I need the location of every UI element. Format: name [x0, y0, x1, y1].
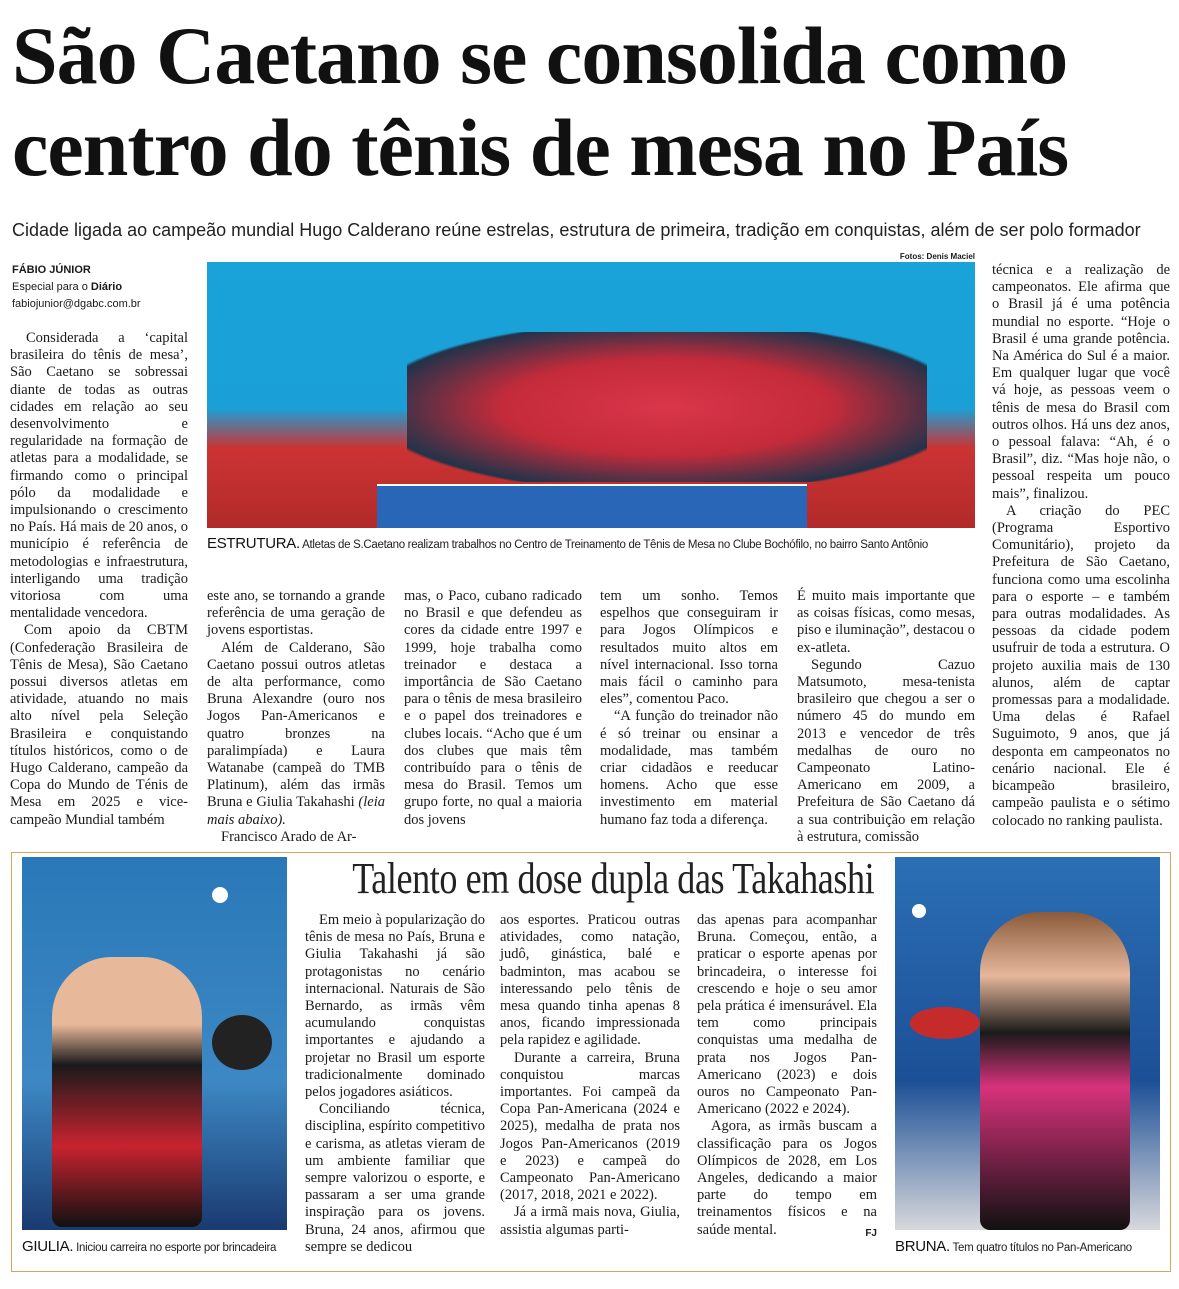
paragraph: Francisco Arado de Ar- [221, 828, 357, 845]
role-prefix: Especial para o [12, 281, 91, 293]
author: FÁBIO JÚNIOR [12, 264, 91, 276]
caption-text: Tem quatro títulos no Pan-Americano [949, 1242, 1132, 1254]
bruna-photo [895, 857, 1160, 1230]
author-signature: FJ [865, 1227, 877, 1239]
box-column-2 [500, 912, 680, 1239]
bruna-caption [895, 1238, 1132, 1255]
article-column-1 [10, 330, 188, 829]
paragraph: Conciliando técnica, disciplina, espírito competitivo e carisma, as atletas vieram de um ambiente familiar que sempre valorizou o esporte, e passaram a ser uma grande inspiração para os jovens. Bruna, 24 anos, afirmou que sempre se dedicou [305, 1101, 486, 1255]
box-title: Talento em dose dupla das Takahashi [352, 854, 875, 903]
paragraph: É muito mais importante que as coisas físicas, como mesas, piso e iluminação”, destacou o ex-atleta. [797, 588, 975, 656]
photo-credit: Fotos: Denis Maciel [899, 252, 975, 261]
caption-label: BRUNA. [895, 1238, 950, 1255]
byline [12, 262, 192, 313]
role-paper: Diário [90, 281, 123, 293]
paddle-image [910, 1007, 980, 1039]
main-photo-caption [207, 535, 928, 552]
article-column-5 [797, 588, 975, 846]
paragraph: Com apoio da CBTM (Confederação Brasileira de Tênis de Mesa), São Caetano possui diversos atletas em atividade, atuando no mais alto nível pela Seleção Brasileira e conquistando títulos históricos, como o de Hugo Calderano, campeão da Copa do Mundo de Ténis de Mesa em 2025 e vice-campeão Mundial também [10, 622, 188, 828]
box-column-3 [697, 912, 877, 1242]
paragraph: tem um sonho. Temos espelhos que conseguiram ir para Jogos Olímpicos e resultados muito altos em nível internacional. Isso torna mais fácil o caminho para eles”, comentou Paco. [600, 588, 778, 708]
paragraph-text: Além de Calderano, São Caetano possui outros atletas de alta performance, como Bruna Alexandre (ouro nos Jogos Pan-Americanos e quatro bronzes na paralimpíada) e Laura Watanabe (campeã do TMB Platinum), além das irmãs Bruna e Giulia Takahashi [207, 639, 385, 811]
author-email: fabiojunior@dgabc.com.br [12, 298, 141, 310]
article-column-6 [992, 262, 1170, 830]
ball-image [212, 887, 228, 903]
caption-text: Atletas de S.Caetano realizam trabalhos no Centro de Treinamento de Tênis de Mesa no Clube Bochófilo, no bairro Santo Antônio [299, 539, 928, 551]
table-tennis-table-image [377, 484, 807, 528]
paragraph: Segundo Cazuo Matsumoto, mesa-tenista brasileiro que chegou a ser o número 45 do mundo em 2013 e vencedor de três medalhas de ouro no Campeonato Latino-Americano em 2009, a Prefeitura de São Caetano dá a sua contribuição em relação à estrutura, comissão [797, 656, 975, 845]
paragraph: Já a irmã mais nova, Giulia, assistia algumas parti- [500, 1204, 680, 1238]
author-role [12, 279, 192, 296]
article-column-2 [207, 588, 385, 846]
paddle-image [212, 1015, 272, 1070]
paragraph-text: Agora, as irmãs buscam a classificação para os Jogos Olímpicos de 2028, em Los Angeles, dedicando a maior parte do tempo em treinamentos físicos e na saúde mental. [697, 1118, 877, 1238]
ball-image [912, 904, 926, 918]
read-more-note: (leia mais abaixo). [207, 794, 385, 828]
giulia-photo [22, 857, 287, 1230]
paragraph: Em meio à popularização do tênis de mesa no País, Bruna e Giulia Takahashi já são protagonistas no cenário internacional. Naturais de São Bernardo, as irmãs vêm acumulando conquistas importantes e ajudando a projetar no Brasil um esporte tradicionalmente dominado pelos jogadores asiáticos. [305, 912, 485, 1101]
paragraph [207, 640, 385, 829]
athletes-group-image [407, 332, 927, 482]
deck-subtitle: Cidade ligada ao campeão mundial Hugo Calderano reúne estrelas, estrutura de primeira, tradição em conquistas, além de ser polo formador [12, 220, 1141, 240]
caption-label: ESTRUTURA. [207, 535, 300, 552]
paragraph [697, 1118, 877, 1238]
caption-text: Iniciou carreira no esporte por brincadeira [73, 1242, 277, 1254]
player-image [980, 912, 1130, 1230]
paragraph: este ano, se tornando a grande referência de uma geração de jovens esportistas. [207, 588, 385, 639]
headline: São Caetano se consolida como centro do tênis de mesa no País [12, 10, 1069, 193]
box-column-1 [305, 912, 485, 1256]
paragraph: Durante a carreira, Bruna conquistou marcas importantes. Foi campeã da Copa Pan-Americana (2024 e 2025), medalha de prata nos Jogos Pan-Americanos (2019 e 2023) e campeã do Campeonato Pan-Americano (2017, 2018, 2021 e 2022). [500, 1049, 680, 1204]
paragraph: “A função do treinador não é só treinar ou ensinar a modalidade, mas também criar cidadãos e reeducar homens. Acho que esse investimento em material humano faz toda a diferença. [600, 708, 778, 828]
paragraph: aos esportes. Praticou outras atividades, como natação, judô, ginástica, balé e badminton, mas acabou se interessando pelo tênis de mesa quando tinha apenas 8 anos, ficando impressionada pela rapidez e agilidade. [500, 912, 680, 1049]
article-column-3 [404, 588, 582, 829]
paragraph: das apenas para acompanhar Bruna. Começou, então, a praticar o esporte apenas por brincadeira, o interesse foi crescendo e hoje o seu amor pela prática é imensurável. Ela tem como principais conquistas uma medalha de prata nos Jogos Pan-Americano (2023) e dois ouros no Campeonato Pan-Americano (2022 e 2024). [697, 912, 877, 1118]
caption-label: GIULIA. [22, 1238, 74, 1255]
paragraph: mas, o Paco, cubano radicado no Brasil e que defendeu as cores da cidade entre 1997 e 1999, hoje trabalha como treinador e destaca a importância de São Caetano para o tênis de mesa brasileiro e o papel dos treinadores e clubes locais. “Acho que é um dos clubes que mais têm contribuído para o tênis de mesa do Brasil. Temos um grupo forte, no qual a maioria dos jovens [404, 588, 582, 828]
paragraph: técnica e a realização de campeonatos. Ele afirma que o Brasil já é uma potência mundial no esporte. “Hoje o Brasil é uma grande potência. Na América do Sul é a maior. Em qualquer lugar que você vá hoje, as pessoas veem o tênis de mesa do Brasil com outros olhos. Há uns dez anos, o pessoal falava: “Ah, é o Brasil”, diz. “Mas hoje não, o pessoal respeita um pouco mais”, finalizou. [992, 262, 1170, 502]
player-image [52, 957, 202, 1227]
giulia-caption [22, 1238, 276, 1255]
paragraph: Considerada a ‘capital brasileira do tênis de mesa’, São Caetano se sobressai diante de todas as outras cidades em relação ao seu desenvolvimento e regularidade na formação de atletas para a modalidade, se firmando como o principal pólo da modalidade e impulsionando o crescimento no País. Há mais de 20 anos, o município é referência de metodologias e infraestrutura, interligando uma tradição vitoriosa com uma mentalidade vencedora. [10, 330, 188, 622]
article-column-4 [600, 588, 778, 829]
paragraph: A criação do PEC (Programa Esportivo Comunitário), projeto da Prefeitura de São Caetano, funciona como uma escolinha para o esporte – e também para outras modalidades. As pessoas da cidade podem usufruir de toda a estrutura. O projeto auxilia mais de 130 alunos, além de captar promessas para a modalidade. Uma delas é Rafael Suguimoto, 9 anos, que já desponta em campeonatos no cenário nacional. Ele é bicampeão brasileiro, campeão paulista e o sétimo colocado no ranking paulista. [992, 502, 1170, 829]
team-photo [207, 262, 975, 528]
